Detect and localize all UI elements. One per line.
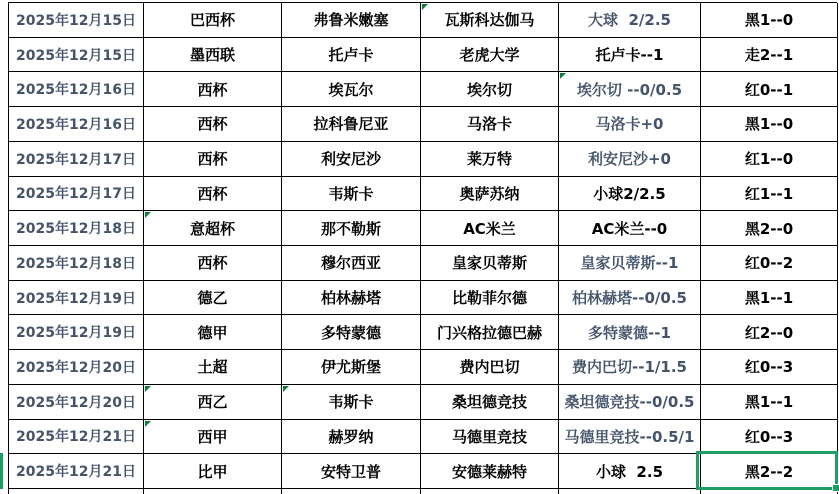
cell-result[interactable] [701, 3, 838, 38]
cell-home-team[interactable] [282, 281, 421, 316]
away-team-text: 老虎大学 [459, 46, 520, 65]
handicap-text: 马洛卡+0 [595, 115, 664, 134]
grid-line-stub [282, 489, 421, 494]
cell-date[interactable] [9, 454, 144, 489]
cell-handicap[interactable] [559, 281, 701, 316]
cell-home-team[interactable] [282, 454, 421, 489]
cell-result[interactable] [701, 246, 838, 281]
league-text: 德甲 [197, 323, 228, 342]
date-text: 2025年12月17日 [16, 151, 136, 168]
handicap-text: 托卢卡--1 [595, 46, 664, 65]
cell-home-team[interactable] [282, 142, 421, 177]
date-text: 2025年12月16日 [16, 116, 136, 133]
away-team-text: 桑坦德竞技 [451, 393, 527, 412]
cell-handicap[interactable] [559, 315, 701, 350]
cell-league[interactable] [144, 420, 282, 455]
cell-date[interactable] [9, 38, 144, 73]
cell-result[interactable] [701, 211, 838, 246]
date-text: 2025年12月19日 [16, 325, 136, 342]
league-text: 比甲 [197, 462, 228, 481]
away-team-text: 奥萨苏纳 [459, 184, 520, 203]
home-team-text: 埃瓦尔 [328, 80, 374, 99]
result-text: 黑2--2 [744, 462, 794, 481]
league-text: 德乙 [197, 289, 228, 308]
cell-result[interactable] [701, 177, 838, 212]
result-text: 红1--1 [744, 184, 794, 203]
active-cell-selection-border[interactable] [696, 451, 838, 490]
away-team-text: 皇家贝蒂斯 [451, 254, 527, 273]
cell-result[interactable] [701, 350, 838, 385]
cell-handicap[interactable] [559, 72, 701, 107]
cell-result[interactable] [701, 72, 838, 107]
cell-away-team[interactable] [421, 246, 559, 281]
result-text: 红0--1 [744, 80, 794, 99]
grid-line-stub [144, 489, 282, 494]
cell-league[interactable] [144, 315, 282, 350]
cell-date[interactable] [9, 3, 144, 38]
grid-line-stub [9, 489, 144, 494]
date-text: 2025年12月18日 [16, 255, 136, 272]
home-team-text: 利安尼沙 [320, 150, 381, 169]
away-team-text: 安德莱赫特 [451, 462, 527, 481]
handicap-text: 小球 2.5 [595, 462, 664, 481]
away-team-text: 莱万特 [466, 150, 512, 169]
league-text: 西乙 [197, 393, 228, 412]
home-team-text: 拉科鲁尼亚 [313, 115, 389, 134]
cell-date[interactable] [9, 142, 144, 177]
cell-away-team[interactable] [421, 454, 559, 489]
cell-date[interactable] [9, 211, 144, 246]
cell-league[interactable] [144, 350, 282, 385]
home-team-text: 多特蒙德 [320, 323, 381, 342]
cell-result[interactable] [701, 38, 838, 73]
cell-handicap[interactable] [559, 107, 701, 142]
handicap-text: 大球 2/2.5 [588, 11, 671, 30]
result-text: 黑1--1 [744, 289, 794, 308]
cell-handicap[interactable] [559, 350, 701, 385]
league-text: 西杯 [197, 184, 228, 203]
cell-handicap[interactable] [559, 454, 701, 489]
cell-away-team[interactable] [421, 72, 559, 107]
handicap-text: AC米兰--0 [591, 219, 668, 238]
away-team-text: 比勒菲尔德 [451, 289, 527, 308]
league-text: 西甲 [197, 427, 228, 446]
grid-line-stub [421, 489, 559, 494]
cell-league[interactable] [144, 142, 282, 177]
cell-handicap[interactable] [559, 38, 701, 73]
cell-away-team[interactable] [421, 3, 559, 38]
cell-home-team[interactable] [282, 385, 421, 420]
cell-league[interactable] [144, 281, 282, 316]
cell-handicap[interactable] [559, 3, 701, 38]
cell-league[interactable] [144, 177, 282, 212]
date-text: 2025年12月21日 [16, 429, 136, 446]
cell-result[interactable] [701, 107, 838, 142]
result-text: 走2--1 [744, 46, 794, 65]
cell-away-team[interactable] [421, 177, 559, 212]
date-text: 2025年12月18日 [16, 221, 136, 238]
league-text: 巴西杯 [189, 11, 235, 30]
cell-date[interactable] [9, 72, 144, 107]
cell-handicap[interactable] [559, 211, 701, 246]
home-team-text: 柏林赫塔 [320, 289, 381, 308]
cell-league[interactable] [144, 246, 282, 281]
handicap-text: 皇家贝蒂斯--1 [580, 254, 679, 273]
cell-away-team[interactable] [421, 385, 559, 420]
cell-date[interactable] [9, 420, 144, 455]
cell-home-team[interactable] [282, 420, 421, 455]
cell-handicap[interactable] [559, 385, 701, 420]
cell-date[interactable] [9, 385, 144, 420]
cell-result[interactable] [701, 315, 838, 350]
error-indicator-triangle [145, 386, 151, 392]
away-team-text: AC米兰 [463, 219, 516, 238]
result-text: 红0--3 [744, 358, 794, 377]
cell-result[interactable] [701, 385, 838, 420]
handicap-text: 马德里竞技--0.5/1 [564, 427, 695, 446]
handicap-text: 埃尔切 --0/0.5 [576, 80, 683, 99]
date-text: 2025年12月15日 [16, 47, 136, 64]
league-text: 西杯 [197, 115, 228, 134]
result-text: 黑2--0 [744, 219, 794, 238]
result-text: 黑1--0 [744, 115, 794, 134]
home-team-text: 韦斯卡 [328, 393, 374, 412]
cell-date[interactable] [9, 177, 144, 212]
home-team-text: 韦斯卡 [328, 184, 374, 203]
cell-date[interactable] [9, 107, 144, 142]
fill-handle[interactable] [832, 484, 839, 492]
cell-home-team[interactable] [282, 211, 421, 246]
handicap-text: 小球2/2.5 [593, 184, 666, 203]
error-indicator-triangle [145, 421, 151, 427]
error-indicator-triangle [422, 4, 428, 10]
cell-away-team[interactable] [421, 315, 559, 350]
cell-home-team[interactable] [282, 315, 421, 350]
date-text: 2025年12月15日 [16, 12, 136, 29]
cell-handicap[interactable] [559, 246, 701, 281]
handicap-text: 费内巴切--1/1.5 [572, 358, 687, 377]
home-team-text: 那不勒斯 [320, 219, 381, 238]
cell-league[interactable] [144, 72, 282, 107]
cell-away-team[interactable] [421, 281, 559, 316]
date-text: 2025年12月20日 [16, 359, 136, 376]
cell-away-team[interactable] [421, 107, 559, 142]
error-indicator-triangle [560, 73, 566, 79]
cell-home-team[interactable] [282, 38, 421, 73]
handicap-text: 利安尼沙+0 [587, 150, 671, 169]
home-team-text: 托卢卡 [328, 46, 374, 65]
cell-away-team[interactable] [421, 38, 559, 73]
cell-league[interactable] [144, 107, 282, 142]
home-team-text: 弗鲁米嫩塞 [313, 11, 389, 30]
cell-handicap[interactable] [559, 420, 701, 455]
handicap-text: 桑坦德竞技--0/0.5 [564, 393, 695, 412]
cell-result[interactable] [701, 420, 838, 455]
league-text: 墨西联 [189, 46, 235, 65]
home-team-text: 穆尔西亚 [320, 254, 381, 273]
league-text: 西杯 [197, 80, 228, 99]
match-results-table [8, 2, 837, 489]
league-text: 意超杯 [189, 219, 235, 238]
cell-league[interactable] [144, 211, 282, 246]
date-text: 2025年12月19日 [16, 290, 136, 307]
cell-league[interactable] [144, 385, 282, 420]
cell-result[interactable] [701, 142, 838, 177]
handicap-text: 多特蒙德--1 [588, 323, 671, 342]
date-text: 2025年12月16日 [16, 82, 136, 99]
cell-result[interactable] [701, 281, 838, 316]
cell-league[interactable] [144, 454, 282, 489]
cell-handicap[interactable] [559, 177, 701, 212]
cell-home-team[interactable] [282, 107, 421, 142]
selected-row-header-accent [0, 453, 3, 489]
grid-line-stub [559, 489, 701, 494]
league-text: 西杯 [197, 254, 228, 273]
result-text: 红1--0 [744, 150, 794, 169]
away-team-text: 费内巴切 [459, 358, 520, 377]
cell-handicap[interactable] [559, 142, 701, 177]
result-text: 红2--0 [744, 323, 794, 342]
away-team-text: 门兴格拉德巴赫 [436, 323, 542, 342]
cell-home-team[interactable] [282, 177, 421, 212]
cell-date[interactable] [9, 315, 144, 350]
away-team-text: 马德里竞技 [451, 427, 527, 446]
cell-home-team[interactable] [282, 72, 421, 107]
away-team-text: 马洛卡 [466, 115, 512, 134]
error-indicator-triangle [145, 212, 151, 218]
away-team-text: 瓦斯科达伽马 [444, 11, 535, 30]
cell-away-team[interactable] [421, 142, 559, 177]
cell-home-team[interactable] [282, 3, 421, 38]
cell-away-team[interactable] [421, 420, 559, 455]
cell-date[interactable] [9, 281, 144, 316]
home-team-text: 安特卫普 [320, 462, 381, 481]
cell-home-team[interactable] [282, 246, 421, 281]
error-indicator-triangle [283, 386, 289, 392]
date-text: 2025年12月21日 [16, 464, 136, 481]
handicap-text: 柏林赫塔--0/0.5 [572, 289, 687, 308]
cell-home-team[interactable] [282, 350, 421, 385]
home-team-text: 伊尤斯堡 [320, 358, 381, 377]
home-team-text: 赫罗纳 [328, 427, 374, 446]
result-text: 红0--3 [744, 427, 794, 446]
result-text: 黑1--0 [744, 11, 794, 30]
cell-away-team[interactable] [421, 350, 559, 385]
cell-league[interactable] [144, 3, 282, 38]
away-team-text: 埃尔切 [466, 80, 512, 99]
cell-date[interactable] [9, 350, 144, 385]
league-text: 西杯 [197, 150, 228, 169]
cell-league[interactable] [144, 38, 282, 73]
cell-date[interactable] [9, 246, 144, 281]
date-text: 2025年12月17日 [16, 186, 136, 203]
date-text: 2025年12月20日 [16, 394, 136, 411]
result-text: 红0--2 [744, 254, 794, 273]
league-text: 土超 [197, 358, 228, 377]
result-text: 黑1--1 [744, 393, 794, 412]
cell-away-team[interactable] [421, 211, 559, 246]
